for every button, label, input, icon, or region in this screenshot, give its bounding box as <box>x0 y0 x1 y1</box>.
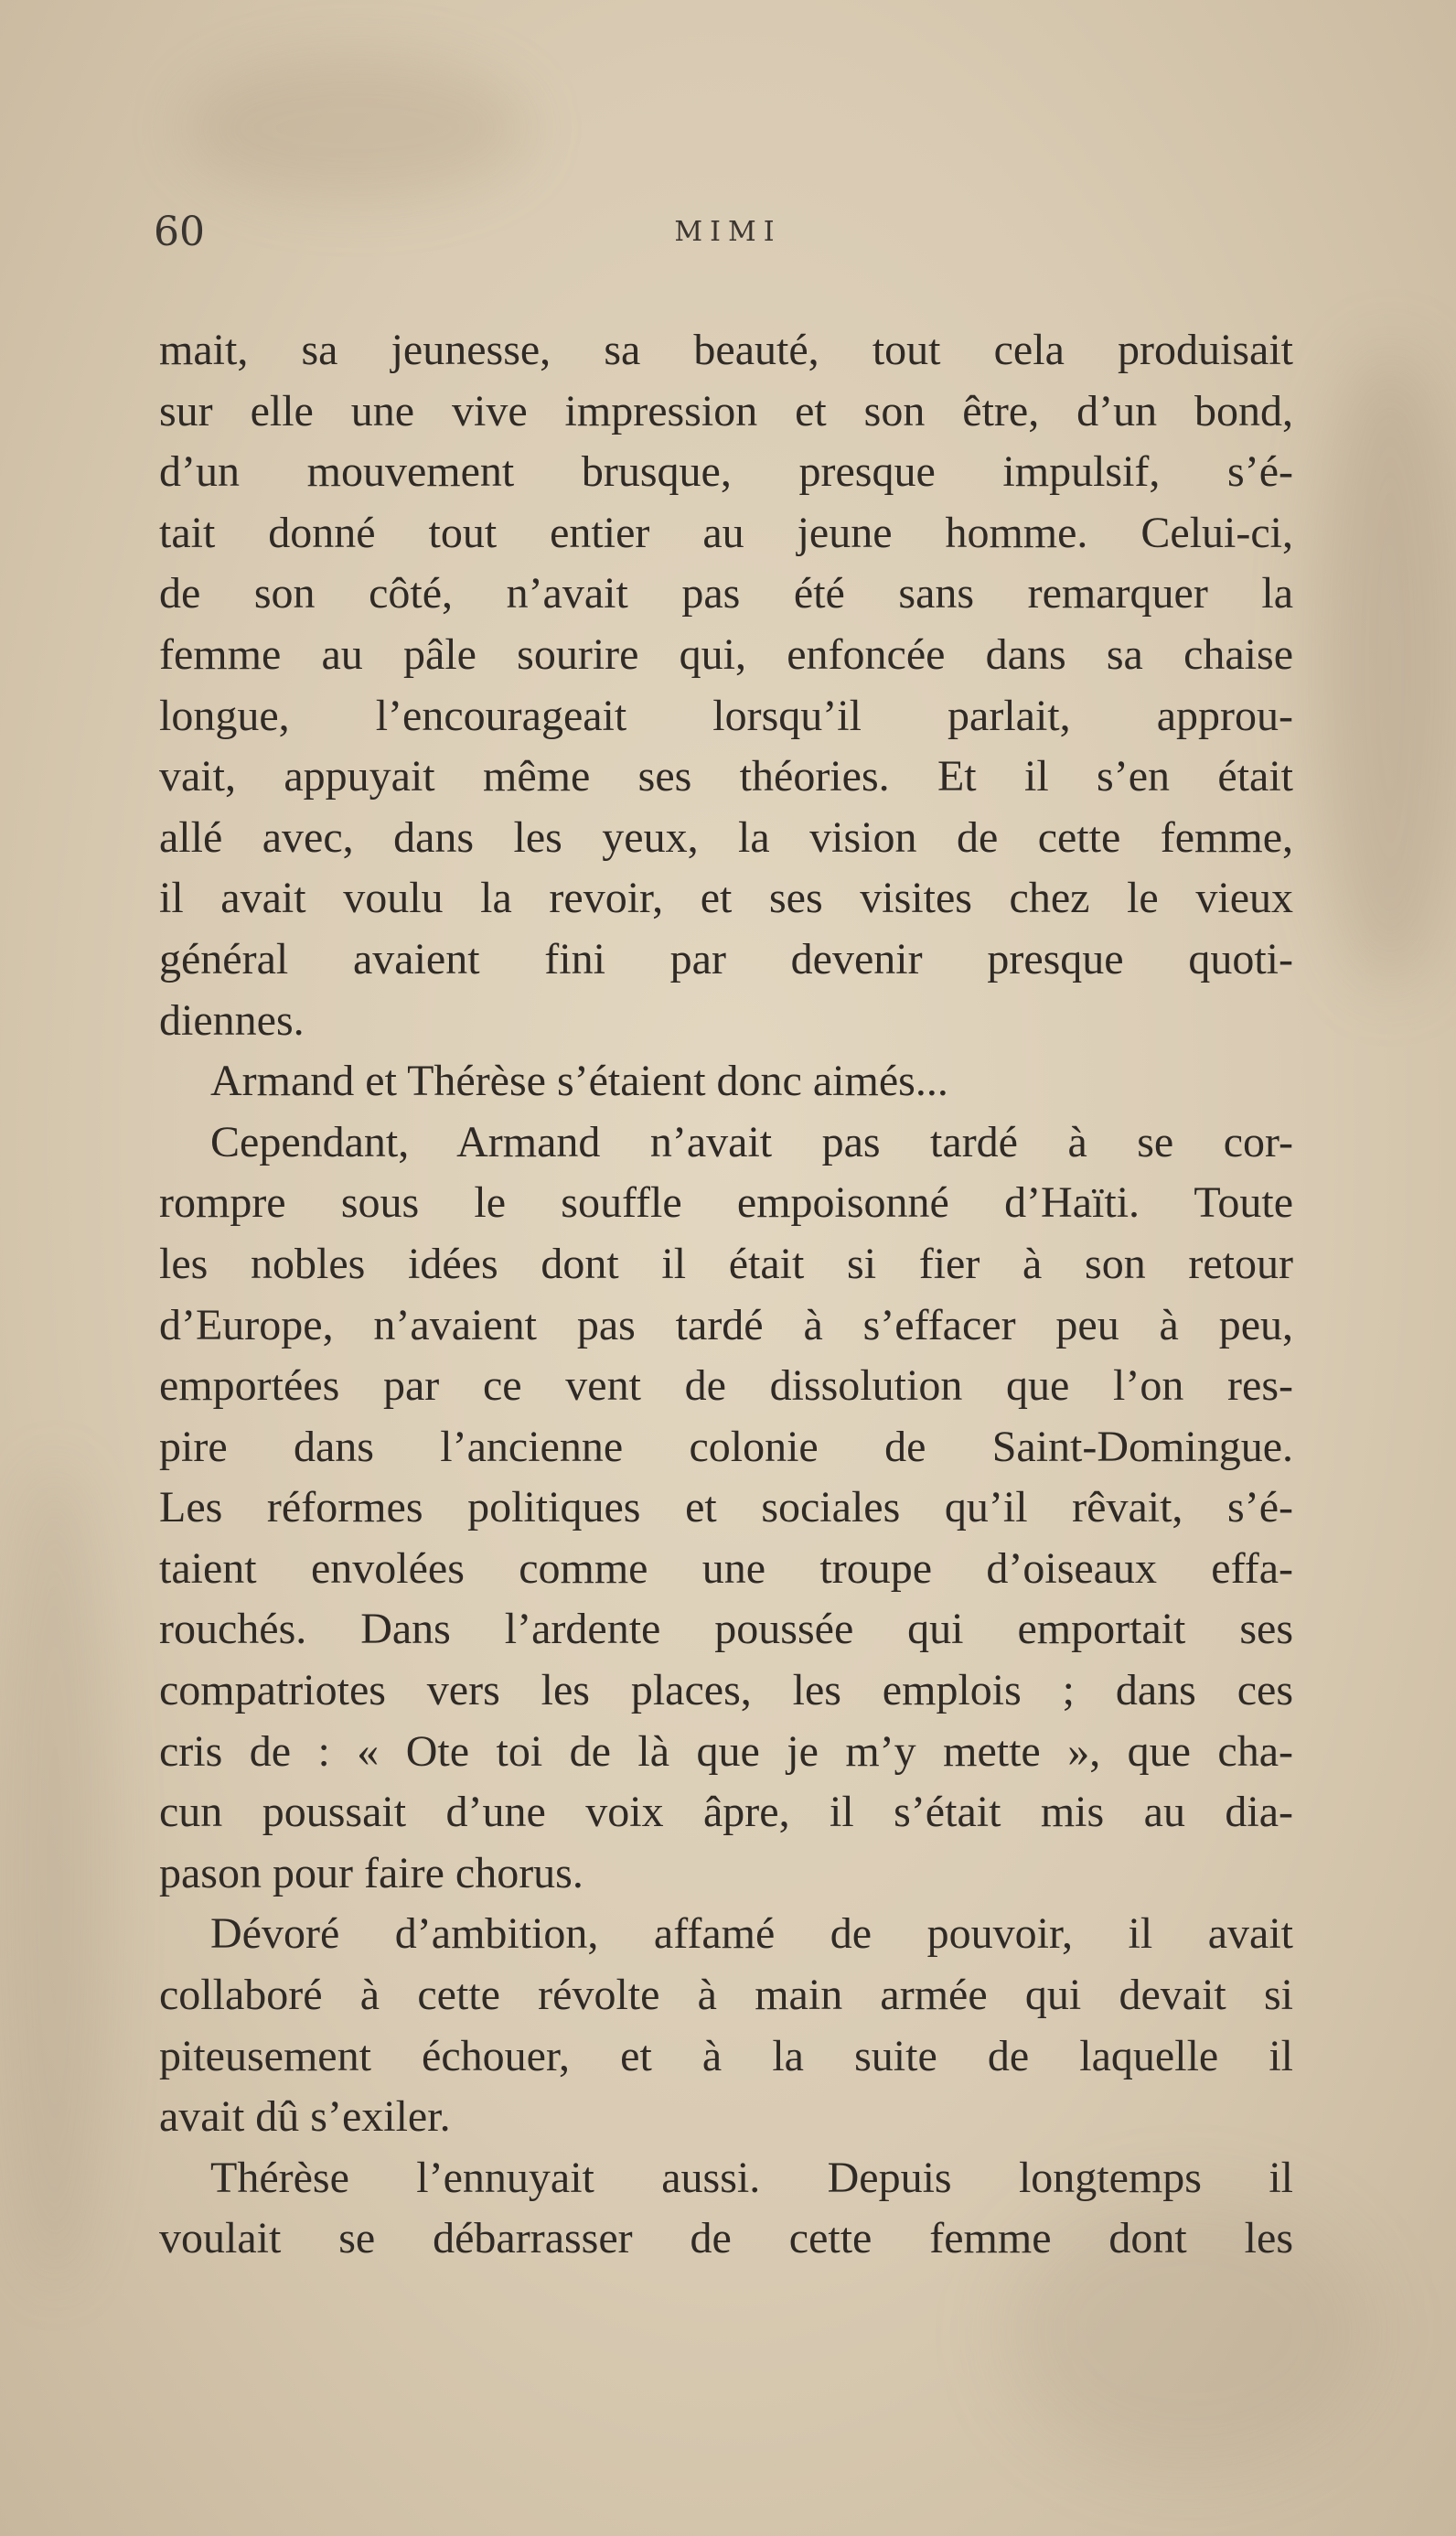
text-line: rompre sous le souffle empoisonné d’Haïti. Toute <box>159 1178 1293 1228</box>
text-line: collaboré à cette révolte à main armée qui devait si <box>159 1971 1293 2020</box>
text-line: taient envolées comme une troupe d’oiseaux effa- <box>159 1543 1293 1593</box>
text-line: sur elle une vive impression et son être, d’un bond, <box>159 386 1293 435</box>
text-line: tait donné tout entier au jeune homme. Celui-ci, <box>159 508 1293 557</box>
text-line: compatriotes vers les places, les emplois ; dans ces <box>159 1666 1293 1715</box>
text-line: voulait se débarrasser de cette femme dont les <box>159 2214 1293 2263</box>
running-head <box>0 205 1456 269</box>
text-line: emportées par ce vent de dissolution que l’on res- <box>159 1361 1293 1411</box>
text-line: piteusement échouer, et à la suite de laquelle il <box>159 2031 1293 2080</box>
text-line: diennes. <box>159 995 305 1045</box>
body-text <box>159 320 1293 2270</box>
text-line: d’Europe, n’avaient pas tardé à s’effacer peu à peu, <box>159 1300 1293 1349</box>
text-line: vait, appuyait même ses théories. Et il s’en était <box>159 752 1293 801</box>
text-line: d’un mouvement brusque, presque impulsif, s’é- <box>159 447 1293 497</box>
text-line: Dévoré d’ambition, affamé de pouvoir, il avait <box>210 1909 1293 1959</box>
running-title: MIMI <box>674 216 782 248</box>
paper-stain <box>1317 348 1456 988</box>
text-line: femme au pâle sourire qui, enfoncée dans sa chaise <box>159 629 1293 679</box>
page-number: 60 <box>154 209 205 255</box>
text-line: pire dans l’ancienne colonie de Saint-Domingue. <box>159 1422 1293 1471</box>
text-line: il avait voulu la revoir, et ses visites chez le vieux <box>159 874 1293 923</box>
text-line: cun poussait d’une voix âpre, il s’était mis au dia- <box>159 1788 1293 1837</box>
text-line: avait dû s’exiler. <box>159 2092 451 2142</box>
paper-stain <box>183 55 530 201</box>
text-line: général avaient fini par devenir presque quoti- <box>159 934 1293 983</box>
text-line: longue, l’encourageait lorsqu’il parlait, approu- <box>159 691 1293 740</box>
text-line: Armand et Thérèse s’étaient donc aimés... <box>210 1057 948 1106</box>
text-line: mait, sa jeunesse, sa beauté, tout cela produisait <box>159 326 1293 374</box>
text-line: allé avec, dans les yeux, la vision de cette femme, <box>159 812 1293 862</box>
text-line: les nobles idées dont il était si fier à son retour <box>159 1239 1293 1288</box>
text-line: Cependant, Armand n’avait pas tardé à se cor- <box>210 1117 1293 1166</box>
text-line: rouchés. Dans l’ardente poussée qui emportait ses <box>159 1605 1293 1654</box>
text-line: de son côté, n’avait pas été sans remarquer la <box>159 569 1293 618</box>
text-line: Thérèse l’ennuyait aussi. Depuis longtemps il <box>210 2153 1293 2202</box>
text-line: Les réformes politiques et sociales qu’il rêvait, s’é- <box>159 1483 1293 1532</box>
text-line: cris de : « Ote toi de là que je m’y mette », que cha- <box>159 1726 1293 1776</box>
text-line: pason pour faire chorus. <box>159 1848 583 1897</box>
paper-stain <box>0 1464 110 2287</box>
